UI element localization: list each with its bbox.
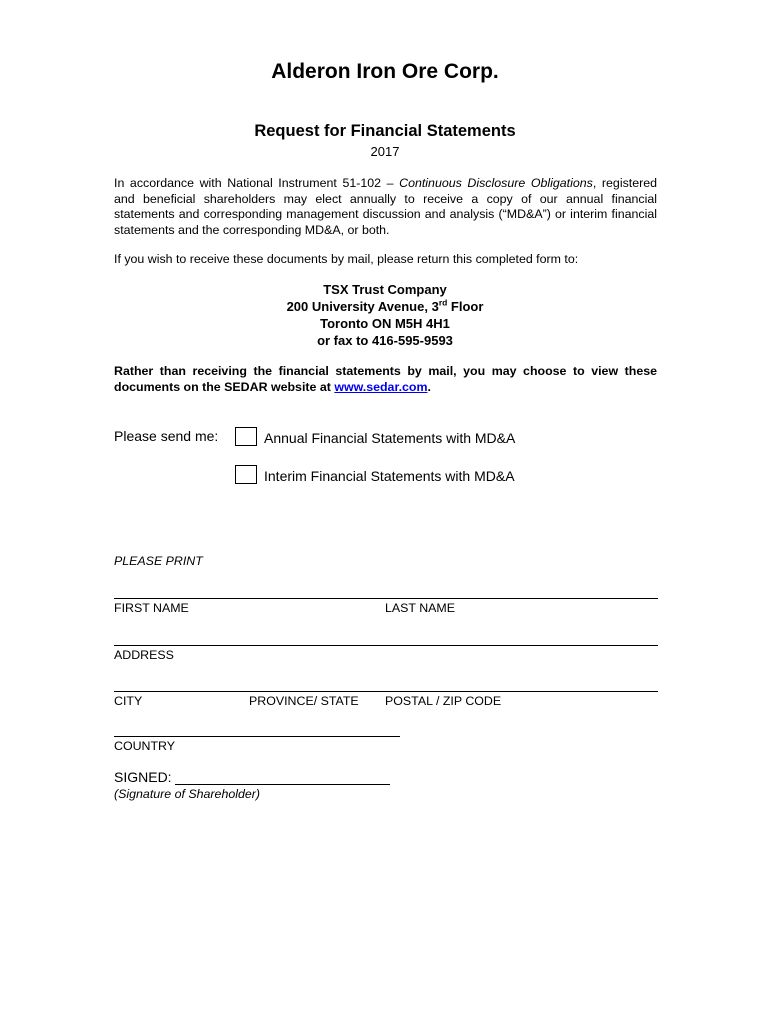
postal-code-label: POSTAL / ZIP CODE [385, 694, 502, 708]
name-line [114, 598, 658, 599]
signature-line [175, 784, 390, 785]
annual-statements-label: Annual Financial Statements with MD&A [264, 430, 516, 446]
instrument-name: Continuous Disclosure Obligations [399, 176, 593, 190]
first-name-label: FIRST NAME [114, 601, 189, 615]
first-name-input[interactable] [114, 578, 384, 596]
country-label: COUNTRY [114, 739, 176, 753]
address-fax: or fax to 416-595-9593 [317, 333, 453, 348]
address-line [114, 645, 658, 646]
address-city: Toronto ON M5H 4H1 [320, 316, 450, 331]
postal-code-input[interactable] [385, 671, 657, 689]
address-label: ADDRESS [114, 648, 174, 662]
sedar-link[interactable]: www.sedar.com [334, 379, 428, 394]
document-year: 2017 [370, 144, 400, 159]
document-title: Request for Financial Statements [254, 122, 516, 140]
address-street: 200 University Avenue, 3rd Floor [286, 297, 484, 314]
interim-statements-checkbox[interactable] [235, 465, 257, 484]
annual-statements-checkbox[interactable] [235, 427, 257, 446]
province-label: PROVINCE/ STATE [249, 694, 359, 708]
signature-input[interactable] [175, 767, 390, 785]
last-name-label: LAST NAME [385, 601, 456, 615]
sedar-text: Rather than receiving the financial statements by mail, you may choose to view these documents on the SEDAR website at [114, 364, 657, 394]
please-print-label: PLEASE PRINT [114, 554, 203, 568]
sedar-notice: Rather than receiving the financial statements by mail, you may choose to view these documents on the SEDAR website at www.sedar.com. [114, 364, 657, 394]
city-label: CITY [114, 694, 143, 708]
interim-statements-label: Interim Financial Statements with MD&A [264, 468, 515, 484]
send-me-label: Please send me: [114, 428, 219, 444]
city-line [114, 691, 658, 692]
last-name-input[interactable] [385, 578, 657, 596]
mail-instruction: If you wish to receive these documents by mail, please return this completed form to: [114, 252, 579, 266]
address-input[interactable] [114, 625, 658, 643]
intro-text-start: In accordance with National Instrument 51-102 – [114, 176, 400, 190]
address-company: TSX Trust Company [323, 282, 447, 297]
signed-label: SIGNED: [114, 769, 172, 785]
intro-text-end: , registered and beneficial shareholders may elect annually to receive a copy of our annual financial statements and corresponding management discussion and analysis (“MD&A”) or interim financial statements and the corresponding MD&A, or both. [114, 176, 658, 237]
province-input[interactable] [249, 671, 379, 689]
mailing-address [0, 281, 770, 349]
company-name: Alderon Iron Ore Corp. [271, 60, 499, 83]
intro-paragraph [114, 176, 657, 238]
city-input[interactable] [114, 671, 244, 689]
signature-note: (Signature of Shareholder) [114, 787, 261, 801]
country-line [114, 736, 400, 737]
country-input[interactable] [114, 716, 400, 734]
